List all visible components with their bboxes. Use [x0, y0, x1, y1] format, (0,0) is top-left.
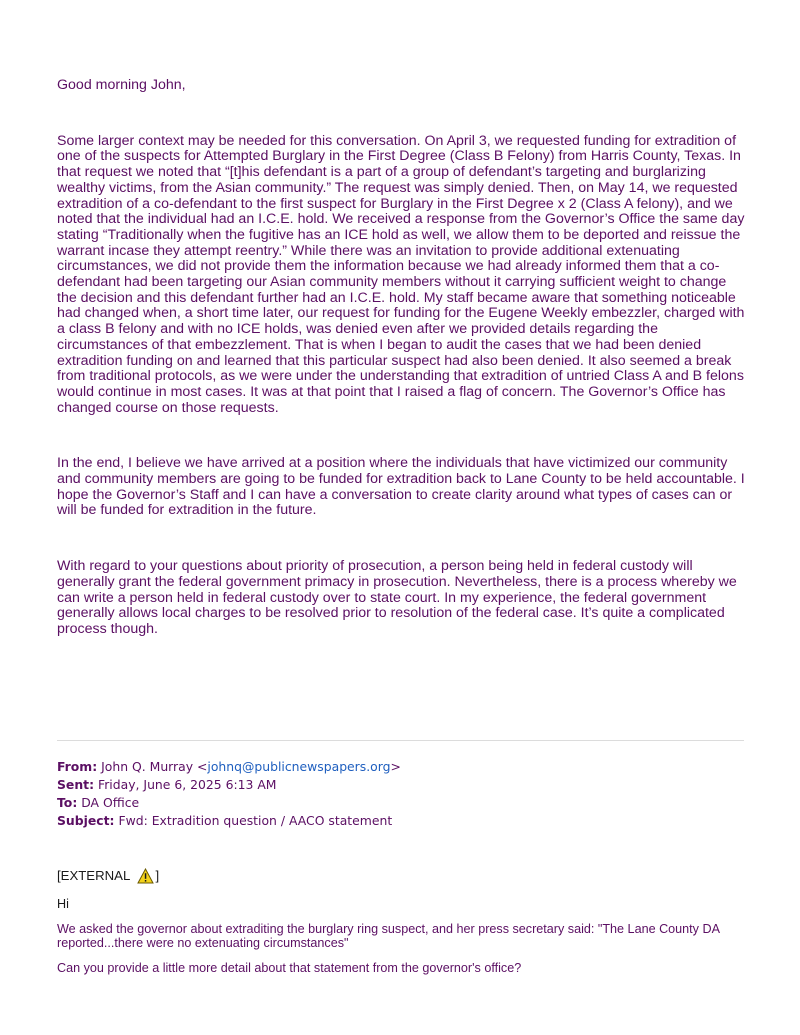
reply-paragraph: With regard to your questions about priority of prosecution, a person being held in federal custody will generally grant the federal government primacy in prosecution. Nevertheless, there is a process whereby we can write a person held in federal custody over to state court. In my experience, the federal government generally allows local charges to be resolved prior to resolution of the federal case. It’s quite a complicated process though. — [57, 558, 737, 637]
original-paragraph: We asked the governor about extraditing the burglary ring suspect, and her press secretary said: "The Lane County DA reported...there were no extenuating circumstances" — [57, 921, 720, 950]
from-line: From: John Q. Murray <johnq@publicnewspapers.org> — [57, 759, 401, 774]
sent-date: Friday, June 6, 2025 6:13 AM — [97, 777, 277, 792]
recipient: DA Office — [81, 795, 140, 810]
to-line: To: DA Office — [57, 795, 140, 810]
sender-email-link[interactable]: johnq@publicnewspapers.org — [207, 759, 391, 774]
divider — [57, 740, 744, 741]
sent-line: Sent: Friday, June 6, 2025 6:13 AM — [57, 777, 277, 792]
forwarded-header — [57, 758, 747, 830]
sender-name: John Q. Murray < — [101, 759, 208, 774]
reply-paragraph: Some larger context may be needed for this conversation. On April 3, we requested funding for extradition of one of the suspects for Attempted Burglary in the First Degree (Class B Felony) from Harris County, Texas. In that request we noted that “[t]his defendant is a part of a group of defendant’s targeting and burglarizing wealthy victims, from the Asian community.” The request was simply denied. Then, on May 14, we requested extradition of a co-defendant to the first suspect for Burglary in the First Degree x 2 (Class A felony), and we noted that the individual had an I.C.E. hold. We received a response from the Governor’s Office the same day stating “Traditionally when the fugitive has an ICE hold as well, we allow them to be deported and reissue the warrant incase they attempt reentry.” While there was an invitation to provide additional extenuating circumstances, we did not provide them the information because we had already informed them that a co-defendant had been targeting our Asian community members without it carrying sufficient weight to change the decision and this defendant further had an I.C.E. hold. My staff became aware that something noticeable had changed when, a short time later, our request for funding for the Eugene Weekly embezzler, charged with a class B felony and with no ICE holds, was denied even after we provided details regarding the circumstances of that embezzlement. That is when I began to audit the cases that we had been denied extradition funding on and learned that this particular suspect had also been denied. It also seemed a break from traditional protocols, as we were under the understanding that extradition of untried Class A and B felons would continue in most cases. It was at that point that I raised a flag of concern. The Governor’s Office has changed course on those requests. — [57, 132, 745, 416]
external-tag: [EXTERNAL ] — [57, 867, 160, 883]
reply-paragraph: In the end, I believe we have arrived at a position where the individuals that have victimized our community and community members are going to be funded for extradition back to Lane County to be held accountable. I hope the Governor’s Staff and I can have a conversation to create clarity around what types of cases can or will be funded for extradition in the future. — [57, 455, 745, 519]
reply-body — [57, 78, 747, 678]
warning-icon — [137, 868, 154, 884]
original-paragraph: Can you provide a little more detail about that statement from the governor's office? — [57, 960, 522, 975]
greeting: Good morning John, — [57, 77, 186, 93]
original-message — [57, 868, 747, 985]
original-greeting: Hi — [57, 897, 69, 911]
subject-line: Subject: Fwd: Extradition question / AACO statement — [57, 813, 393, 828]
subject: Fwd: Extradition question / AACO statement — [118, 813, 393, 828]
